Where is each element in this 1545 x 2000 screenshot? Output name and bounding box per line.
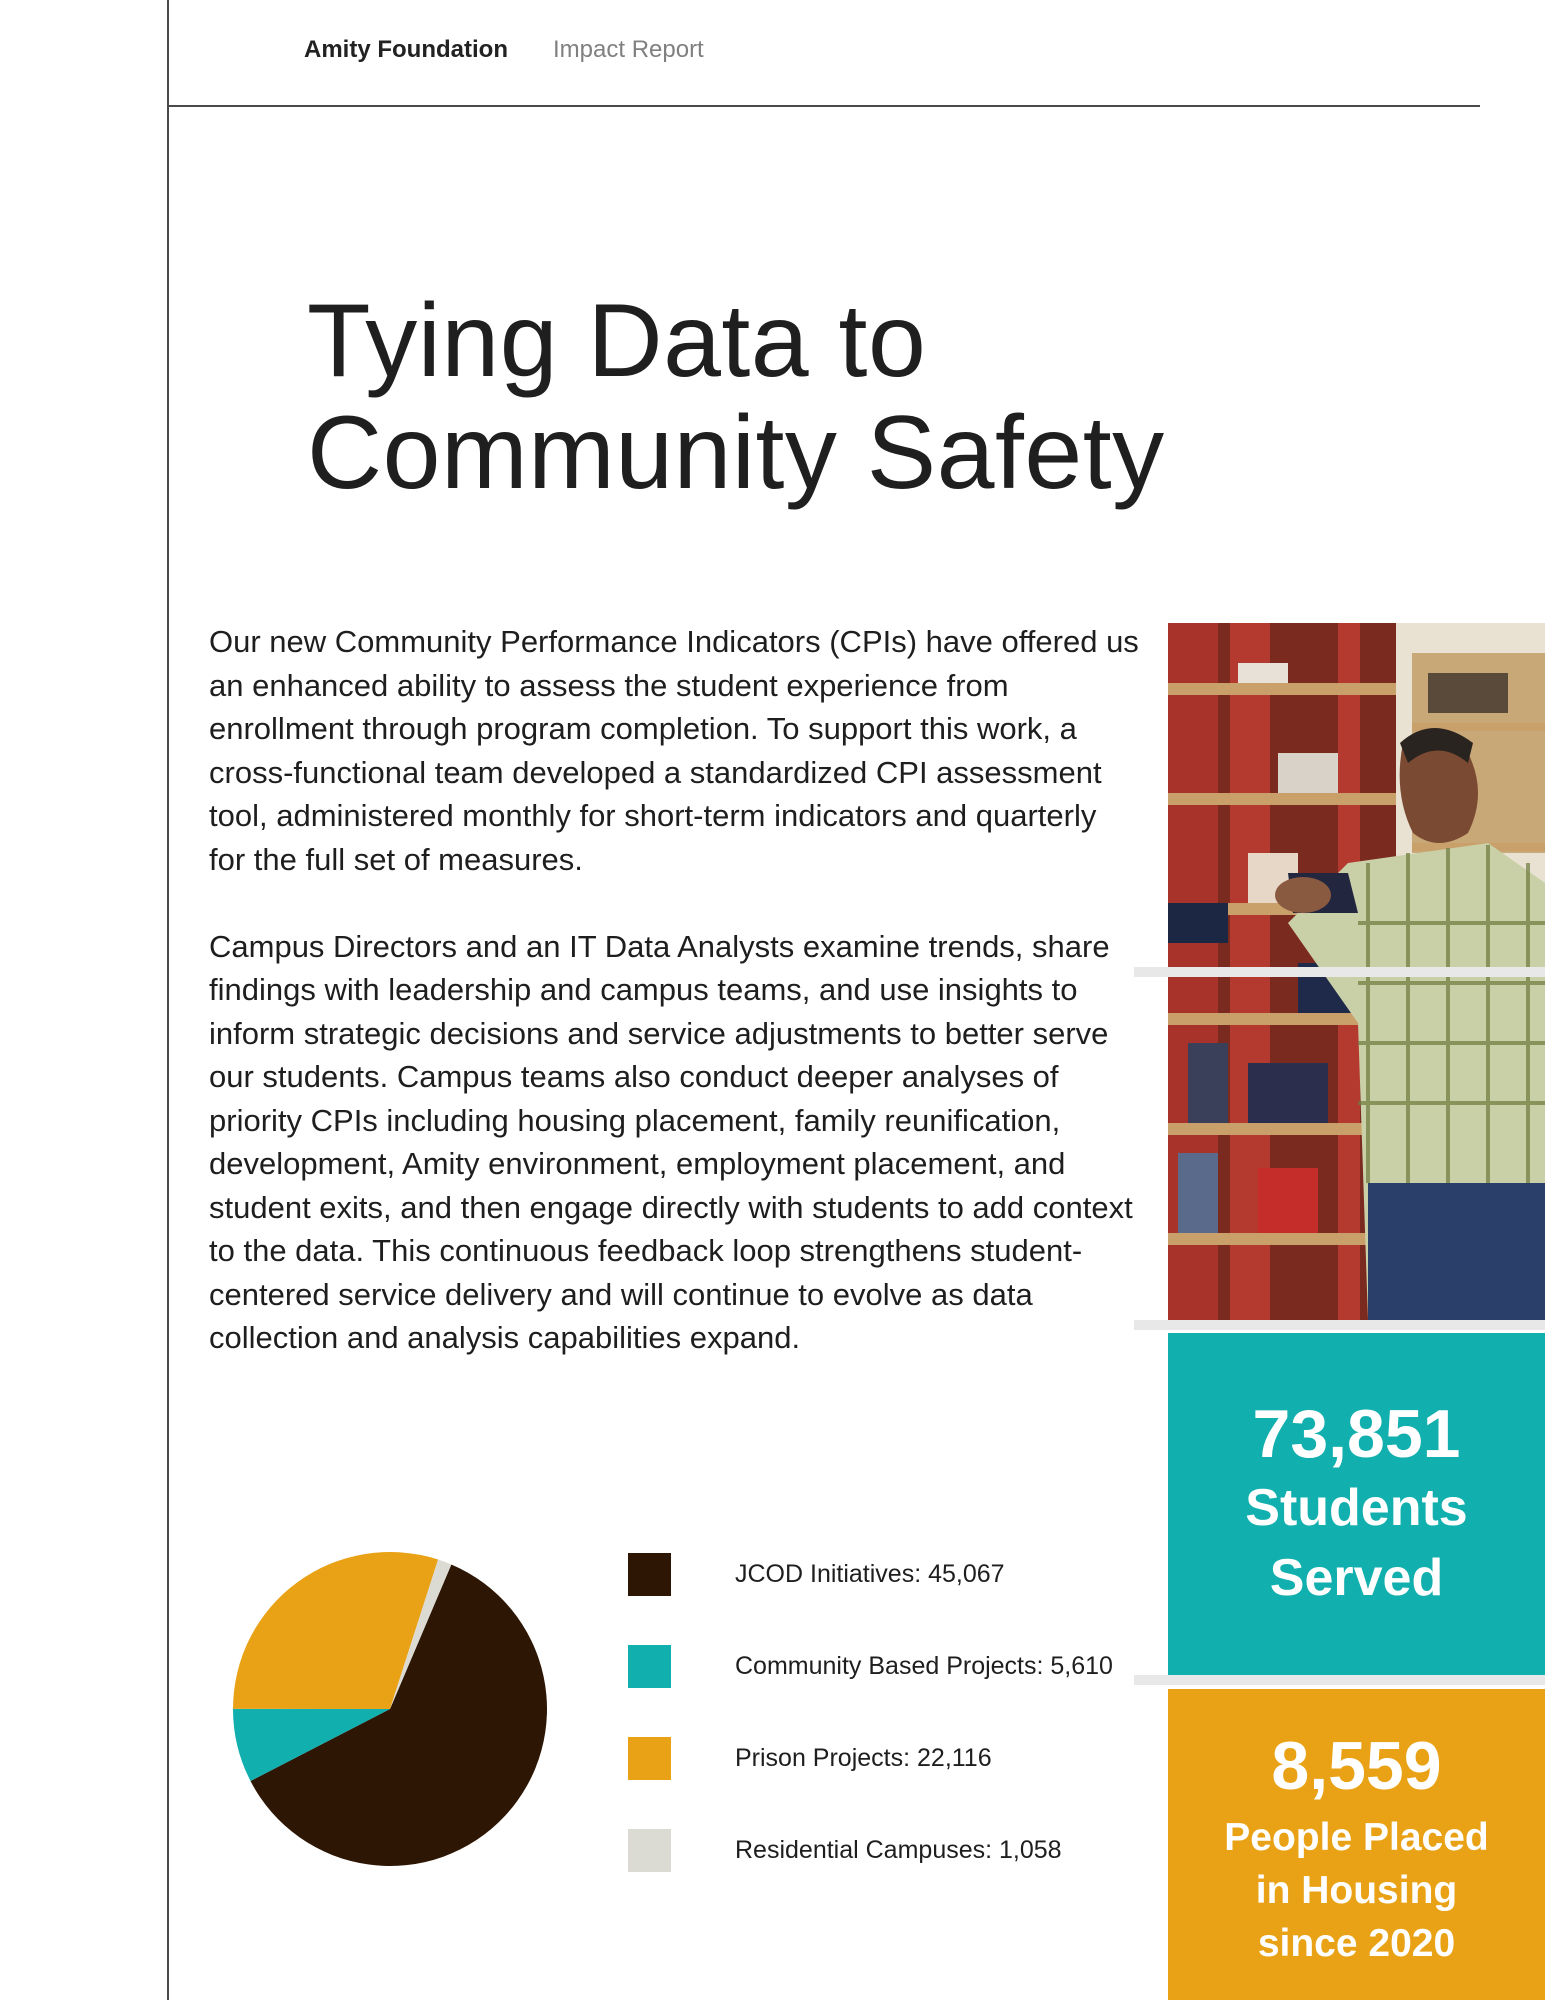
page-title-line-1: Tying Data to	[307, 283, 927, 399]
page-title-line-2: Community Safety	[307, 395, 1165, 511]
legend-swatch-jcod	[628, 1553, 671, 1596]
stat-students-served	[1168, 1333, 1545, 1675]
stat-housing-label: People Placed in Housing since 2020	[1224, 1816, 1489, 1965]
legend-label-community: Community Based Projects: 5,610	[735, 1651, 1113, 1680]
body-text	[209, 620, 1139, 1360]
legend-swatch-community	[628, 1645, 671, 1688]
decorative-band	[1134, 1320, 1545, 1330]
legend-item-community	[628, 1644, 1113, 1688]
legend-item-prison	[628, 1736, 992, 1780]
page-title	[307, 285, 1165, 509]
legend-item-jcod	[628, 1552, 1005, 1596]
header-report-name: Impact Report	[553, 36, 704, 63]
body-paragraph-2: Campus Directors and an IT Data Analysts examine trends, share findings with leadership and campus teams, and use insights to inform strategic decisions and service adjustments to better serve our students. Campus teams also conduct deeper analyses of priority CPIs including housing placement, family reunification, development, Amity environment, employment placement, and student exits, and then engage directly with students to add context to the data. This continuous feedback loop strengthens student-centered service delivery and will continue to evolve as data collection and analysis capabilities expand.	[209, 928, 1133, 1355]
stat-housing-placed	[1168, 1689, 1545, 2000]
legend-label-prison: Prison Projects: 22,116	[735, 1743, 992, 1772]
students-pie-chart	[233, 1552, 547, 1866]
stat-housing-number: 8,559	[1271, 1728, 1442, 1804]
legend-swatch-residential	[628, 1829, 671, 1872]
legend-label-residential: Residential Campuses: 1,058	[735, 1835, 1062, 1864]
decorative-band	[1134, 967, 1545, 977]
header-organization: Amity Foundation	[304, 36, 508, 63]
decorative-band	[1134, 1675, 1545, 1685]
legend-item-residential	[628, 1828, 1062, 1872]
legend-label-jcod: JCOD Initiatives: 45,067	[735, 1559, 1005, 1588]
left-margin-rule	[167, 0, 169, 2000]
body-paragraph-1: Our new Community Performance Indicators (CPIs) have offered us an enhanced ability to assess the student experience from enrollment through program completion. To support this work, a cross-functional team developed a standardized CPI assessment tool, administered monthly for short-term indicators and quarterly for the full set of measures.	[209, 624, 1139, 877]
stat-students-number: 73,851	[1252, 1396, 1461, 1472]
header-divider	[167, 105, 1480, 107]
stat-students-label: Students Served	[1245, 1479, 1468, 1607]
legend-swatch-prison	[628, 1737, 671, 1780]
